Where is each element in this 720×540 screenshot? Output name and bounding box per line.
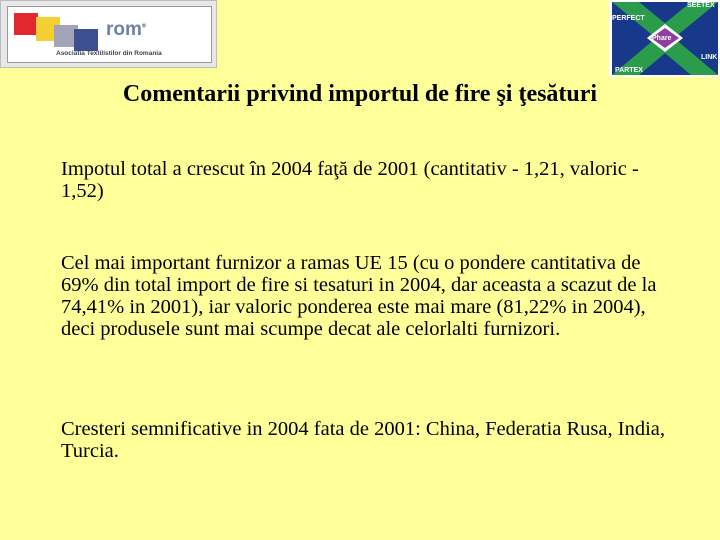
logo-label-bottom: PARTEX xyxy=(615,67,643,74)
logo-label-top: SEETEX xyxy=(687,2,715,9)
program-logo xyxy=(609,0,720,77)
logo-label-center: Phare xyxy=(652,35,672,42)
logo-subtitle: Asociatia Textilistilor din Romania xyxy=(56,50,162,57)
paragraph-main-supplier: Cel mai important furnizor a ramas UE 15 (cu o pondere cantitativa de 69% din total import de fire si tesaturi in 2004, dar aceasta a scazut de la 74,41% in 2001), iar valoric ponderea este mai mare (81,22% in 2004), deci produsele sunt mai scumpe decat ale celorlalti furnizori. xyxy=(61,252,657,340)
paragraph-total-import: Impotul total a crescut în 2004 faţă de 2001 (cantitativ - 1,21, valoric - 1,52) xyxy=(61,158,639,202)
slide-title: Comentarii privind importul de fire şi ţesături xyxy=(122,81,598,107)
logo-label-left: PERFECT xyxy=(612,15,645,22)
logo-brand-text: rom® xyxy=(106,19,147,40)
logo-block-blue xyxy=(74,29,98,51)
paragraph-significant-increases: Cresteri semnificative in 2004 fata de 2001: China, Federatia Rusa, India, Turcia. xyxy=(61,418,666,462)
logo-block-red xyxy=(14,13,38,35)
association-logo xyxy=(0,0,217,68)
logo-label-right: LINK xyxy=(701,54,718,61)
